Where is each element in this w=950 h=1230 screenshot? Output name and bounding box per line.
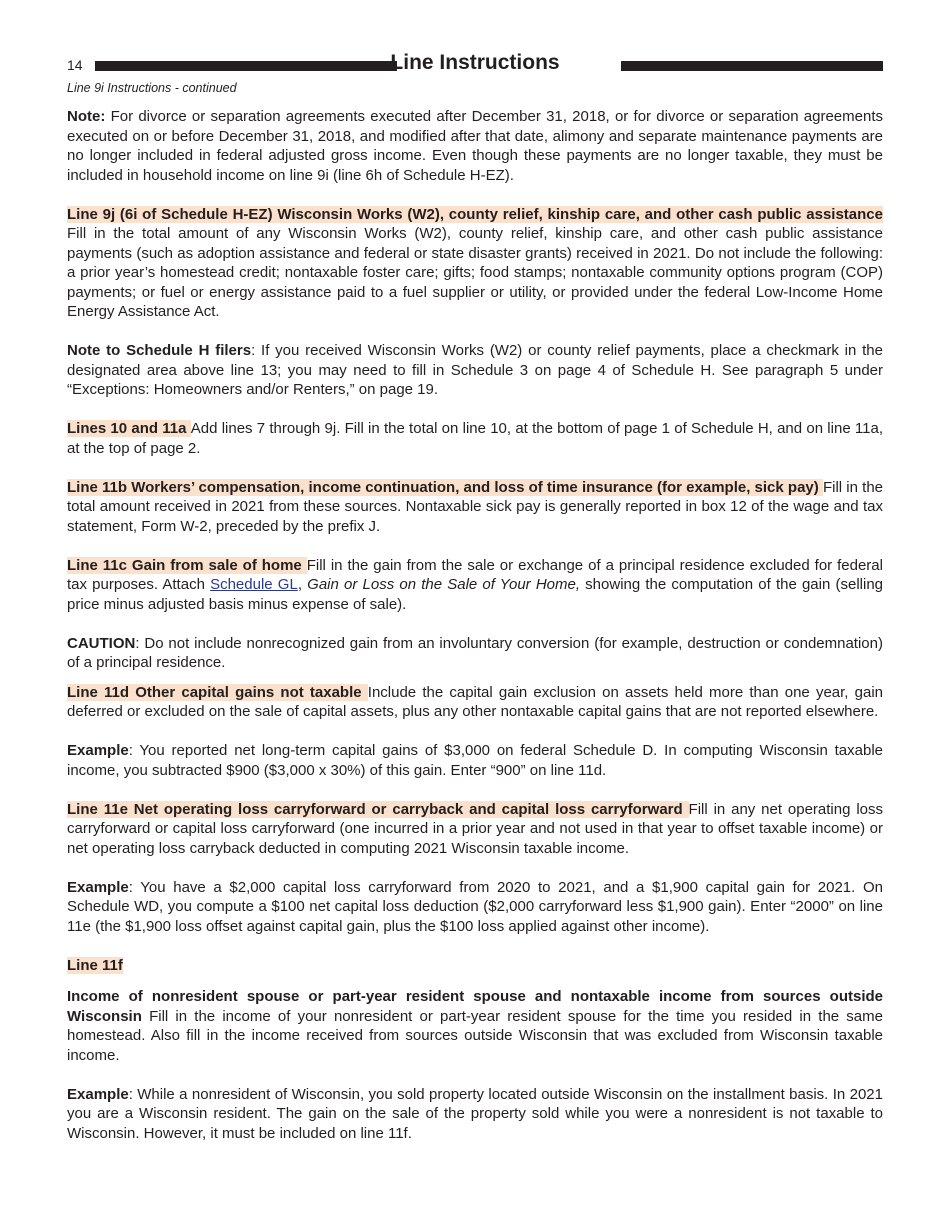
example-11d-text: : You reported net long-term capital gains of $3,000 on federal Schedule D. In computing Wisconsin taxable income, you subtracted $900 ($3,000 x 30%) of this gain. Enter “900” on line 11d. (67, 742, 883, 779)
page-number: 14 (67, 57, 83, 73)
example-11e-text: : You have a $2,000 capital loss carryforward from 2020 to 2021, and a $1,900 capital gain for 2021. On Schedule WD, you compute a $100 net capital loss deduction ($2,000 carryforward less $1,900 gain). Enter “2000” on line 11e (the $1,900 loss offset against capital gain, plus the $100 loss applied against other income). (67, 878, 883, 935)
line-11d-paragraph (67, 683, 883, 722)
line-9j-text: Fill in the total amount of any Wisconsin Works (W2), county relief, kinship care, and other cash public assistance payments (such as adoption assistance and federal or state disaster grants) received in 2021. Do not include the following: a prior year’s homestead credit; nontaxable foster care; gifts; food stamps; nontaxable community options program (COP) payments; or fuel or energy assistance paid to a fuel supplier or utility, or provided under the federal Low-Income Home Energy Assistance Act. (67, 225, 883, 320)
line-11d-heading: Line 11d Other capital gains not taxable (67, 683, 368, 701)
schedule-gl-title: Gain or Loss on the Sale of Your Home, (307, 576, 581, 593)
header-rule-right (621, 61, 883, 71)
line-11f-paragraph (67, 987, 883, 1065)
note-text: For divorce or separation agreements executed after December 31, 2018, or for divorce or separation agreements executed on or before December 31, 2018, and modified after that date, alimony and separate maintenance payments are no longer included in federal adjusted gross income. Even though these payments are no longer taxable, they must be included in household income on line 9i (line 6h of Schedule H-EZ). (67, 108, 883, 184)
line-11f-heading: Line 11f (67, 956, 123, 974)
line-11c-heading: Line 11c Gain from sale of home (67, 556, 307, 574)
example-11e-label: Example (67, 878, 129, 896)
example-11e-paragraph (67, 878, 883, 937)
example-11d-paragraph (67, 741, 883, 780)
example-11f-paragraph (67, 1085, 883, 1144)
line-9j-paragraph (67, 205, 883, 322)
example-11f-label: Example (67, 1085, 129, 1103)
line-11c-paragraph (67, 556, 883, 615)
instructions-body (67, 107, 883, 1143)
example-11d-label: Example (67, 742, 129, 759)
note-schedule-h-paragraph (67, 341, 883, 400)
page-header (67, 52, 883, 78)
line-9j-heading: Line 9j (6i of Schedule H-EZ) Wisconsin Works (W2), county relief, kinship care, and other cash public assistance (67, 205, 883, 223)
note-9i-paragraph (67, 107, 883, 185)
header-rule-left (95, 61, 397, 71)
caution-paragraph (67, 634, 883, 673)
page-title: Line Instructions (390, 51, 560, 74)
line-11f-heading-paragraph (67, 956, 883, 976)
line-11e-heading: Line 11e Net operating loss carryforward or carryback and capital loss carryforward (67, 800, 689, 818)
note-schedule-h-text: : If you received Wisconsin Works (W2) or county relief payments, place a checkmark in the designated area above line 13; you may need to fill in Schedule 3 on page 4 of Schedule H. See paragraph 5 under “Exceptions: Homeowners and/or Renters,” on page 19. (67, 342, 883, 398)
example-11f-text: : While a nonresident of Wisconsin, you sold property located outside Wisconsin on the installment basis. In 2021 you are a Wisconsin resident. The gain on the sale of the property sold while you were a nonresident is not taxable to Wisconsin. However, it must be included on line 11f. (67, 1085, 883, 1142)
line-10-11a-text: Add lines 7 through 9j. Fill in the total on line 10, at the bottom of page 1 of Schedule H, and on line 11a, at the top of page 2. (67, 420, 883, 457)
line-11b-text: Fill in the total amount received in 2021 from these sources. Nontaxable sick pay is generally reported in box 12 of the wage and tax statement, Form W-2, preceded by the prefix J. (67, 478, 884, 535)
line-10-11a-paragraph (67, 419, 883, 458)
note-schedule-h-label: Note to Schedule H filers (67, 342, 252, 359)
caution-text: : Do not include nonrecognized gain from an involuntary conversion (for example, destruction or condemnation) of a principal residence. (67, 634, 883, 671)
note-label: Note: (67, 108, 106, 125)
line-11b-heading: Line 11b Workers’ compensation, income continuation, and loss of time insurance (for example, sick pay) (67, 478, 823, 496)
line-11c-comma: , (297, 576, 308, 593)
line-11e-paragraph (67, 800, 883, 859)
line-11f-subheading: Income of nonresident spouse or part-year resident spouse and nontaxable income from sources outside Wisconsin (67, 988, 883, 1025)
line-11d-text: Include the capital gain exclusion on assets held more than one year, gain deferred or excluded on the sale of capital assets, plus any other nontaxable capital gains that are not reported elsewhere. (67, 683, 883, 720)
line-11c-text-before: Fill in the gain from the sale or exchange of a principal residence excluded for federal tax purposes. Attach (67, 556, 883, 593)
schedule-gl-link[interactable]: Schedule GL (210, 576, 298, 593)
caution-label: CAUTION (67, 634, 136, 652)
line-11b-paragraph (67, 478, 883, 537)
line-11c-text-after: showing the computation of the gain (selling price minus adjusted basis minus expense of sale). (67, 576, 884, 613)
line-11e-text: Fill in any net operating loss carryforward or capital loss carryforward (one incurred in a prior year and not used in that year to offset taxable income) or net operating loss carryback deducted in computing 2021 Wisconsin taxable income. (67, 800, 883, 857)
continued-subhead: Line 9i Instructions - continued (67, 81, 237, 95)
line-10-11a-heading: Lines 10 and 11a (67, 420, 191, 437)
line-11f-text: Fill in the income of your nonresident or part-year resident spouse for the time you resided in the same homestead. Also fill in the income received from sources outside Wisconsin that was excluded from Wisconsin taxable income. (67, 1007, 883, 1064)
